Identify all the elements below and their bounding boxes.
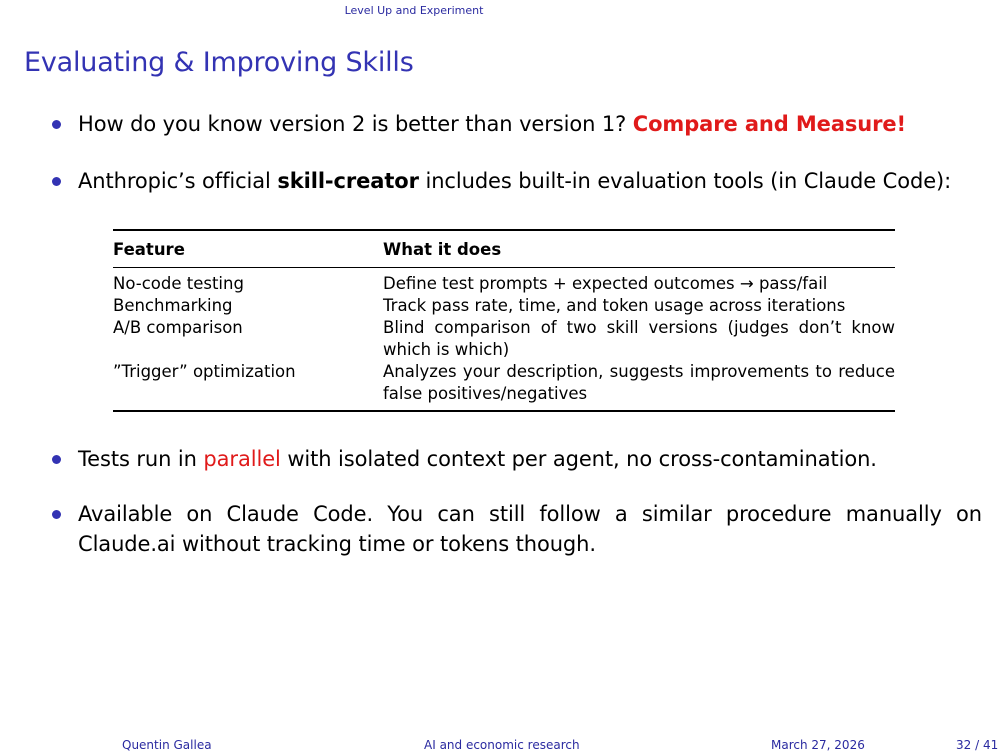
footer-date: March 27, 2026 [771,738,865,752]
table-cell-feature: No-code testing [113,274,244,293]
bullet-emphasis: Compare and Measure! [632,112,907,136]
skill-creator-term: skill-creator [277,169,419,193]
bullet-availability [52,499,982,559]
bullet-icon [52,177,61,186]
section-header: Level Up and Experiment [344,4,484,17]
bullet-parallel [52,444,982,474]
footer-page-number: 32 / 41 [956,738,999,752]
footer-title: AI and economic research [424,738,580,752]
bullet-icon [52,120,61,129]
table-row [113,317,895,361]
bullet-before: Anthropic’s official [78,169,271,193]
bullet-text [78,444,982,474]
table-header-feature: Feature [113,240,185,259]
bullet-icon [52,455,61,464]
bullet-after: with isolated context per agent, no cross-contamination. [287,447,877,471]
table-cell-feature: A/B comparison [113,318,243,337]
table-cell-description: Blind comparison of two skill versions (judges don’t know which is which) [383,318,895,359]
table-cell-feature: ”Trigger” optimization [113,362,296,381]
bullet-question: How do you know version 2 is better than version 1? [78,112,627,136]
bullet-text: Available on Claude Code. You can still follow a similar procedure manually on Claude.ai without tracking time or tokens though. [78,502,982,556]
table-cell-description: Analyzes your description, suggests improvements to reduce false positives/negatives [383,362,895,403]
bullet-text [78,166,982,196]
bullet-after: includes built-in evaluation tools (in Claude Code): [425,169,952,193]
bullet-compare [52,109,982,139]
table-cell-description: Define test prompts + expected outcomes → pass/fail [383,274,828,293]
bullet-icon [52,510,61,519]
table-bottom-rule [113,410,895,412]
table-row [113,273,895,295]
bullet-text [78,109,982,139]
footer-author: Quentin Gallea [122,738,212,752]
table-row [113,361,895,405]
table-header-description: What it does [383,240,502,259]
table-cell-feature: Benchmarking [113,296,233,315]
bullet-highlight: parallel [203,447,281,471]
table-row [113,295,895,317]
table-body [113,268,895,410]
bullet-before: Tests run in [78,447,197,471]
slide-title: Evaluating & Improving Skills [24,47,414,78]
bullet-skill-creator [52,166,982,196]
features-table [113,229,895,412]
table-cell-description: Track pass rate, time, and token usage across iterations [383,296,846,315]
footer [0,738,1008,754]
table-header-row [113,231,895,267]
